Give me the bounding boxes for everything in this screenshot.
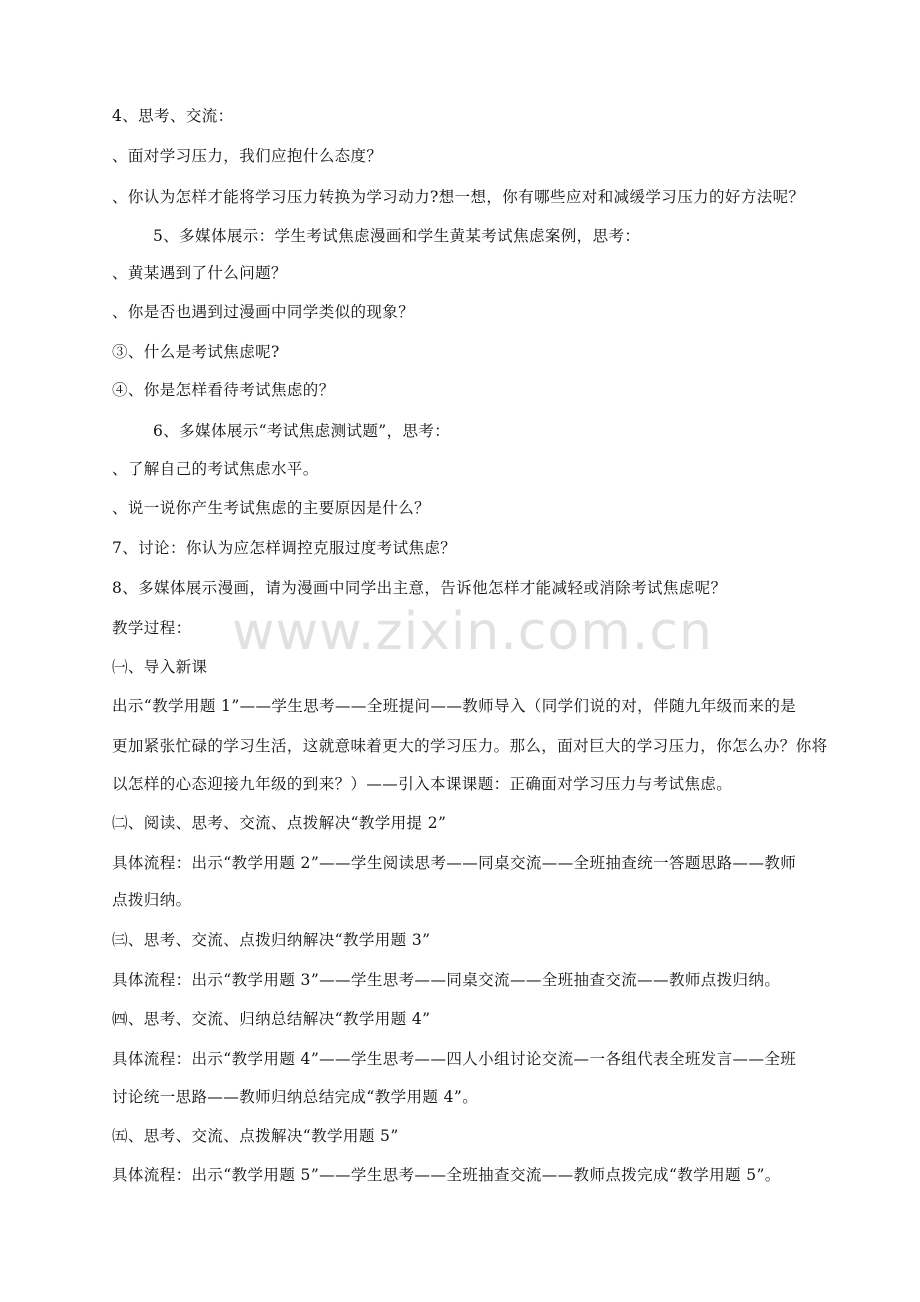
text-line: 、黄某遇到了什么问题？ (112, 264, 287, 282)
text-line: ㈠、导入新课 (112, 658, 208, 676)
text-line: 具体流程：出示“教学用题 4”——学生思考——四人小组讨论交流—一各组代表全班发言——全班 (112, 1050, 797, 1068)
text-line: 具体流程：出示“教学用题 3”——学生思考——同桌交流——全班抽查交流——教师点拨归纳。 (112, 971, 781, 989)
text-line: 、了解自己的考试焦虑水平。 (112, 460, 319, 478)
text-line: 点拨归纳。 (112, 891, 192, 909)
text-line: ④、你是怎样看待考试焦虑的？ (112, 381, 335, 399)
text-line: 讨论统一思路——教师归纳总结完成“教学用题 4”。 (112, 1088, 479, 1106)
text-line: 、你是否也遇到过漫画中同学类似的现象？ (112, 303, 415, 321)
text-line: 更加紧张忙碌的学习生活，这就意味着更大的学习压力。那么，面对巨大的学习压力，你怎么办？你将 (112, 737, 828, 755)
text-line: ㈡、阅读、思考、交流、点拨解决“教学用提 2” (112, 814, 447, 832)
text-line: 、说一说你产生考试焦虑的主要原因是什么？ (112, 499, 431, 517)
text-line: 、面对学习压力，我们应抱什么态度？ (112, 147, 383, 165)
text-line: 、你认为怎样才能将学习压力转换为学习动力?想一想，你有哪些应对和减缓学习压力的好方法呢？ (112, 188, 805, 206)
watermark-text: www.zixin.com.cn (232, 602, 713, 662)
text-line: 教学过程： (112, 619, 192, 637)
text-line: 具体流程：出示“教学用题 2”——学生阅读思考——同桌交流——全班抽查统一答题思路——教师 (112, 854, 797, 872)
text-line: ㈢、思考、交流、点拨归纳解决“教学用题 3” (112, 931, 431, 949)
text-line: 8、多媒体展示漫画，请为漫画中同学出主意，告诉他怎样才能减轻或消除考试焦虑呢？ (112, 579, 727, 597)
text-line: ㈣、思考、交流、归纳总结解决“教学用题 4” (112, 1010, 431, 1028)
text-line: 6、多媒体展示“考试焦虑测试题”，思考： (153, 422, 451, 440)
text-line: ㈤、思考、交流、点拨解决“教学用题 5” (112, 1127, 399, 1145)
text-line: 以怎样的心态迎接九年级的到来？）——引入本课课题：正确面对学习压力与考试焦虑。 (112, 775, 733, 793)
text-line: 具体流程：出示“教学用题 5”——学生思考——全班抽查交流——教师点拨完成“教学用题 5”。 (112, 1166, 781, 1184)
text-line: 出示“教学用题 1”——学生思考——全班提问——教师导入（同学们说的对，伴随九年级而来的是 (112, 697, 797, 715)
text-line: 5、多媒体展示：学生考试焦虑漫画和学生黄某考试焦虑案例，思考： (153, 227, 641, 245)
text-line: ③、什么是考试焦虑呢? (112, 343, 280, 361)
text-line: 7、讨论：你认为应怎样调控克服过度考试焦虑？ (112, 539, 457, 557)
text-line: 4、思考、交流： (112, 107, 234, 125)
